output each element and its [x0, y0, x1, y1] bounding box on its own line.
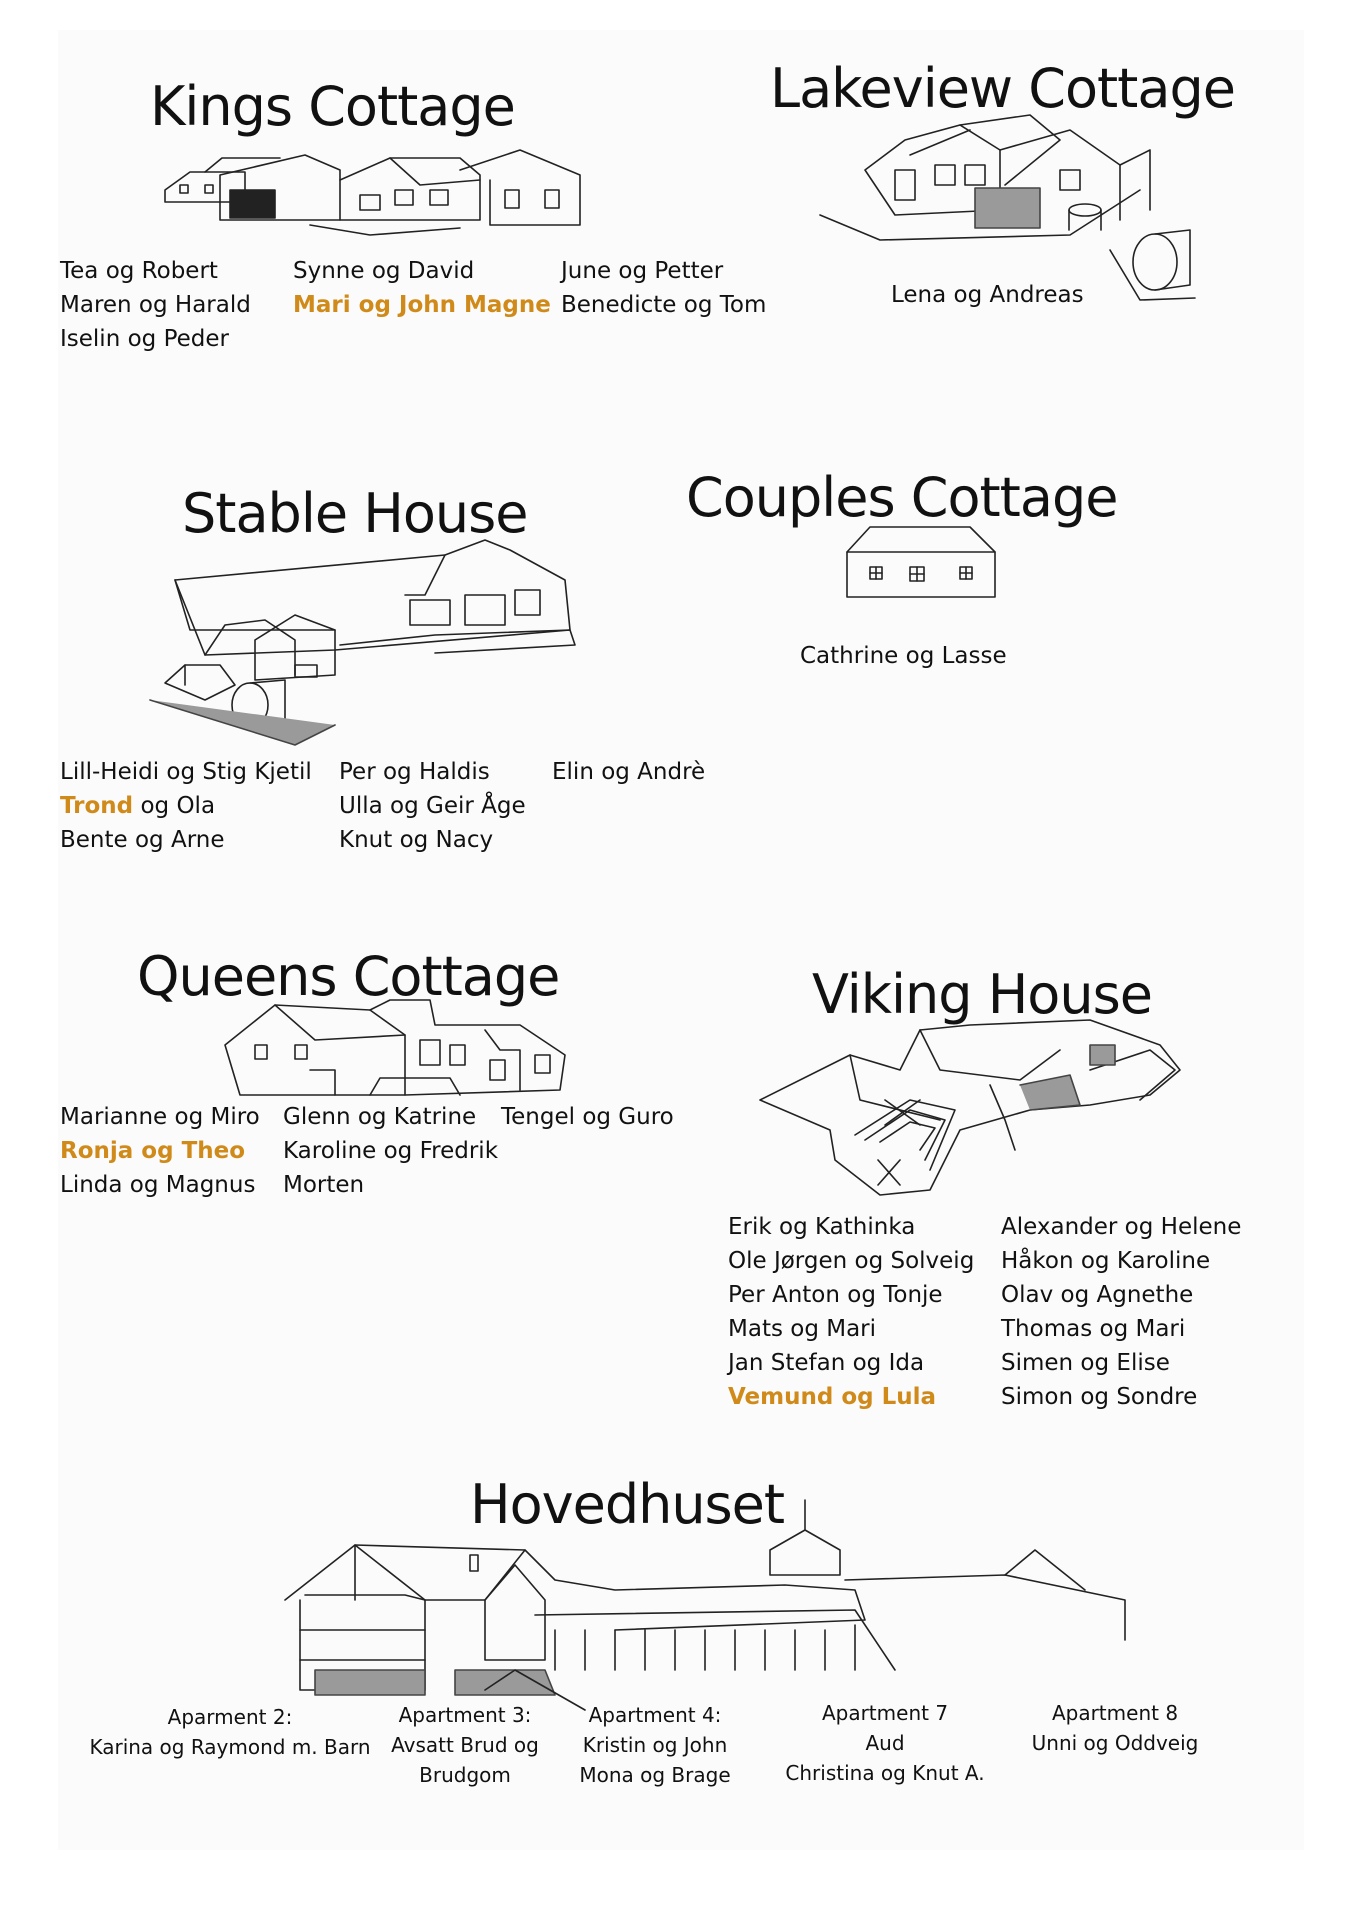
viking-col-1	[728, 1210, 974, 1414]
guest-names: Glenn og Katrine	[283, 1104, 477, 1130]
viking-house-drawing-icon	[760, 1010, 1190, 1200]
stable-col-1	[60, 755, 312, 857]
guest-names: Tengel og Guro	[501, 1104, 674, 1130]
guest-names: Cathrine og Lasse	[800, 643, 1007, 669]
guest-name-highlighted: Trond	[60, 793, 134, 819]
guest-names-highlighted: Vemund og Lula	[728, 1384, 937, 1410]
apartment-label: Apartment 3:	[398, 1703, 532, 1727]
stable-house-title: Stable House	[182, 482, 528, 545]
guest-names: Simen og Elise	[1001, 1350, 1170, 1376]
apartment-label: Apartment 7	[821, 1701, 949, 1725]
queens-col-2	[283, 1100, 498, 1202]
guest-names: Olav og Agnethe	[1001, 1282, 1194, 1308]
apartment-guests: Mona og Brage	[579, 1763, 731, 1787]
guest-names: Maren og Harald	[60, 292, 251, 318]
apartment-4	[575, 1700, 735, 1790]
lakeview-col-1	[891, 278, 1084, 312]
guest-names: June og Petter	[561, 258, 724, 284]
guest-names: Erik og Kathinka	[728, 1214, 916, 1240]
queens-cottage-drawing-icon	[220, 1000, 570, 1100]
guest-names: Linda og Magnus	[60, 1172, 256, 1198]
kings-cottage-title: Kings Cottage	[150, 75, 515, 138]
guest-names: Morten	[283, 1172, 365, 1198]
couples-col-1	[800, 639, 1007, 673]
stable-col-2	[339, 755, 526, 857]
queens-col-1	[60, 1100, 260, 1202]
guest-names: Per Anton og Tonje	[728, 1282, 943, 1308]
apartment-7	[780, 1698, 990, 1788]
guest-names: Lena og Andreas	[891, 282, 1084, 308]
apartment-label: Apartment 4:	[588, 1703, 722, 1727]
guest-names: Thomas og Mari	[1001, 1316, 1186, 1342]
queens-col-3	[501, 1100, 674, 1134]
guest-names: Simon og Sondre	[1001, 1384, 1198, 1410]
kings-col-1	[60, 254, 251, 356]
guest-names: Alexander og Helene	[1001, 1214, 1242, 1240]
apartment-2	[85, 1702, 375, 1762]
guest-names: Jan Stefan og Ida	[728, 1350, 925, 1376]
apartment-guests: Unni og Oddveig	[1031, 1731, 1199, 1755]
lakeview-cottage-title: Lakeview Cottage	[770, 57, 1235, 120]
viking-col-2	[1001, 1210, 1241, 1414]
lakeview-cottage-drawing-icon	[820, 110, 1200, 305]
guest-names: Mats og Mari	[728, 1316, 877, 1342]
guest-names: Håkon og Karoline	[1001, 1248, 1211, 1274]
guest-names: Tea og Robert	[60, 258, 218, 284]
queens-cottage-title: Queens Cottage	[137, 945, 560, 1008]
guest-names: Ulla og Geir Åge	[339, 793, 526, 819]
viking-house-title: Viking House	[812, 963, 1152, 1026]
guest-names: Per og Haldis	[339, 759, 490, 785]
stable-house-drawing-icon	[145, 535, 575, 755]
apartment-guests: Christina og Knut A.	[785, 1761, 985, 1785]
guest-names: Knut og Nacy	[339, 827, 494, 853]
apartment-8	[1020, 1698, 1210, 1758]
guest-names-mixed	[60, 789, 312, 823]
kings-col-3	[561, 254, 766, 322]
apartment-label: Aparment 2:	[167, 1705, 293, 1729]
guest-name-rest: og Ola	[140, 793, 216, 819]
guest-names: Bente og Arne	[60, 827, 225, 853]
guest-names: Benedicte og Tom	[561, 292, 767, 318]
apartment-guests: Karina og Raymond m. Barn	[89, 1735, 371, 1759]
kings-cottage-drawing-icon	[160, 140, 590, 235]
apartment-3	[385, 1700, 545, 1790]
guest-names: Synne og David	[293, 258, 475, 284]
guest-names: Elin og Andrè	[552, 759, 706, 785]
apartment-guests: Aud	[865, 1731, 905, 1755]
stable-col-3	[552, 755, 705, 789]
kings-col-2	[293, 254, 551, 322]
guest-names-highlighted: Mari og John Magne	[293, 292, 551, 318]
hovedhuset-title: Hovedhuset	[470, 1473, 785, 1536]
hovedhuset-drawing-icon	[285, 1520, 1125, 1710]
guest-names: Iselin og Peder	[60, 326, 229, 352]
couples-cottage-drawing-icon	[845, 522, 1005, 602]
guest-names: Karoline og Fredrik	[283, 1138, 499, 1164]
apartment-label: Apartment 8	[1051, 1701, 1179, 1725]
apartment-guests: Brudgom	[419, 1763, 511, 1787]
guest-names-highlighted: Ronja og Theo	[60, 1138, 246, 1164]
guest-names: Ole Jørgen og Solveig	[728, 1248, 975, 1274]
guest-names: Marianne og Miro	[60, 1104, 260, 1130]
guest-names: Lill-Heidi og Stig Kjetil	[60, 759, 312, 785]
apartment-guests: Avsatt Brud og	[391, 1733, 539, 1757]
couples-cottage-title: Couples Cottage	[686, 466, 1118, 529]
apartment-guests: Kristin og John	[582, 1733, 728, 1757]
